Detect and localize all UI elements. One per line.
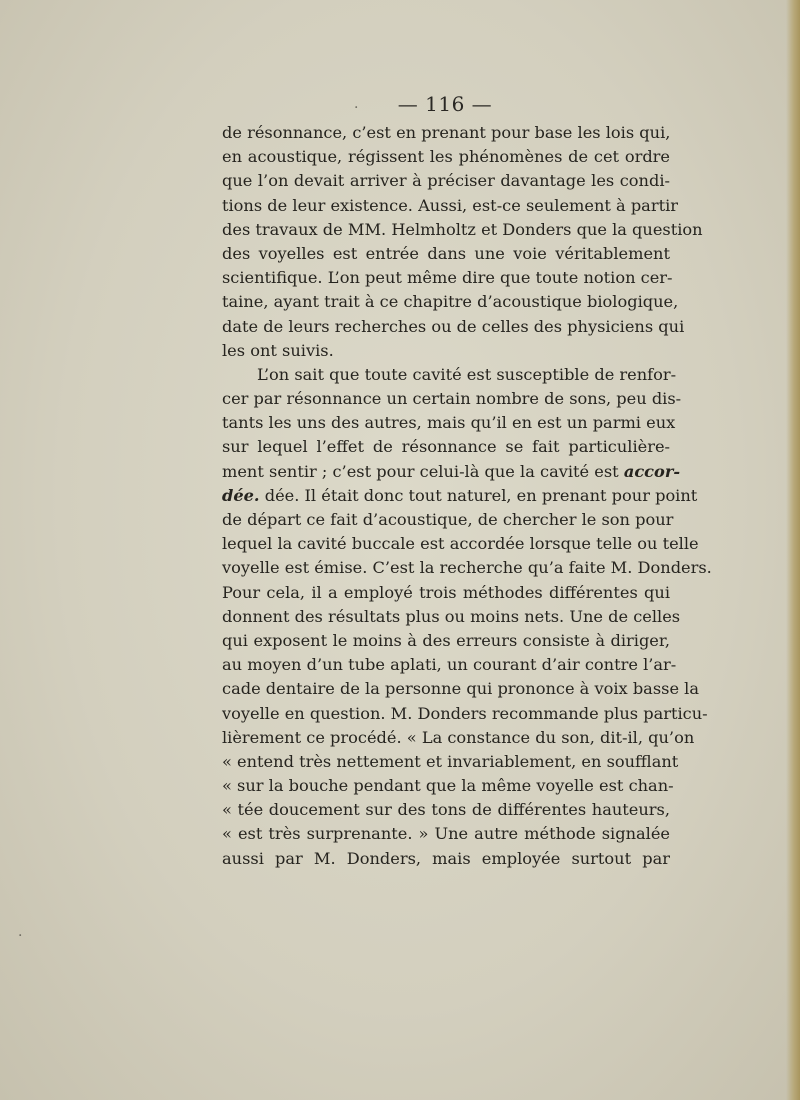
text-line: Pour cela, il a employé trois méthodes différentes qui <box>222 582 670 602</box>
text-line: des travaux de MM. Helmholtz et Donders que la question <box>222 219 703 239</box>
text-line: de résonnance, c’est en prenant pour base les lois qui, <box>222 123 671 142</box>
italic-word: accor- <box>623 461 681 481</box>
text-segment: ment sentir ; c’est pour celui-là que la cavité est <box>222 461 619 481</box>
text-line: « sur la bouche pendant que la même voyelle est chan- <box>222 776 674 796</box>
text-line: « tée doucement sur des tons de différentes hauteurs, <box>222 800 670 820</box>
text-line: au moyen d’un tube aplati, un courant d’air contre l’ar- <box>222 655 677 675</box>
text-line: date de leurs recherches ou de celles des physiciens qui <box>222 316 685 336</box>
text-line: qui exposent le moins à des erreurs consiste à diriger, <box>222 630 670 650</box>
text-line: voyelle est émise. C’est la recherche qu’a faite M. Donders. <box>222 558 712 578</box>
paper-speck: · <box>18 928 23 944</box>
body-text <box>222 121 712 871</box>
text-line: voyelle en question. M. Donders recommande plus particu- <box>222 703 708 723</box>
text-line: sur lequel l’effet de résonnance se fait particulière- <box>222 437 670 457</box>
text-line <box>222 484 698 508</box>
text-line: aussi par M. Donders, mais employée surtout par <box>222 848 670 868</box>
text-line: taine, ayant trait à ce chapitre d’acoustique biologique, <box>222 292 679 312</box>
text-line: scientifique. L’on peut même dire que toute notion cer- <box>222 268 673 288</box>
italic-word: dée. <box>222 485 260 505</box>
text-line: tions de leur existence. Aussi, est-ce seulement à partir <box>222 195 678 215</box>
page-edge-shadow <box>786 0 800 1100</box>
text-line: les ont suivis. <box>222 340 334 360</box>
text-line: de départ ce fait d’acoustique, de chercher le son pour <box>222 510 674 529</box>
text-line: lièrement ce procédé. « La constance du son, dit-il, qu’on <box>222 727 695 747</box>
text-line: donnent des résultats plus ou moins nets. Une de celles <box>222 606 681 626</box>
text-line: des voyelles est entrée dans une voie véritablement <box>222 243 670 263</box>
text-line: lequel la cavité buccale est accordée lorsque telle ou telle <box>222 534 699 554</box>
text-line <box>222 460 681 484</box>
text-line: « entend très nettement et invariablement, en soufflant <box>222 751 679 771</box>
text-line: en acoustique, régissent les phénomènes de cet ordre <box>222 147 670 167</box>
text-line: cer par résonnance un certain nombre de sons, peu dis- <box>222 389 682 409</box>
page-number: — 116 — <box>397 92 493 116</box>
text-segment: dée. Il était donc tout naturel, en prenant pour point <box>264 485 698 505</box>
text-line: L’on sait que toute cavité est susceptible de renfor- <box>257 364 677 384</box>
text-line: cade dentaire de la personne qui prononce à voix basse la <box>222 679 700 699</box>
text-line: « est très surprenante. » Une autre méthode signalée <box>222 824 670 844</box>
text-line: que l’on devait arriver à préciser davantage les condi- <box>222 171 670 191</box>
paper-speck: · <box>354 100 359 116</box>
text-line: tants les uns des autres, mais qu’il en est un parmi eux <box>222 413 676 433</box>
